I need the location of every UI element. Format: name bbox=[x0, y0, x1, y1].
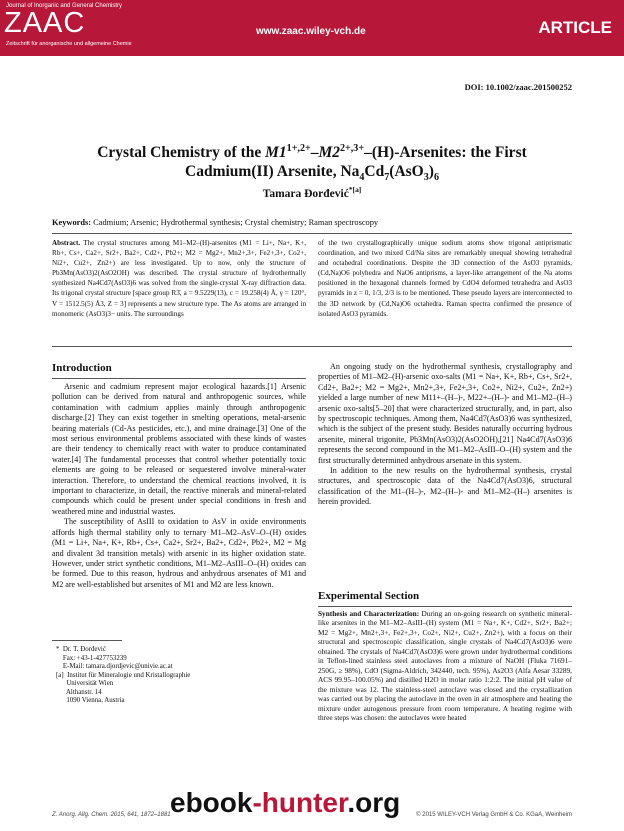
experimental-heading: Experimental Section bbox=[318, 590, 572, 607]
keywords-label: Keywords: bbox=[52, 218, 92, 227]
introduction-heading: Introduction bbox=[52, 362, 306, 379]
footnote-line: [a] Institut für Mineralogie und Kristallographie bbox=[56, 671, 191, 679]
watermark-part: .org bbox=[347, 787, 401, 818]
footnote-line: Fax: +43-1-427753239 bbox=[56, 654, 127, 662]
abstract-text-left: The crystal structures among M1–M2–(H)-arsenites (M1 = Li+, Na+, K+, Rb+, Cs+, Ca2+, Sr2+, Ba2+, Cd2+, Pb2+; M2 = Mg2+, Mn2+,3+, Fe2+,3+, Co2+, Ni2+, Cu2+, Zn2+) are less investigated. Up to now, only the structure of Pb3Mn(AsO3)2(AsO2OH) was described. The crystal structure of hydrothermally synthesized Na4Cd7(AsO3)6 was solved from the single-crystal X-ray diffraction data. Its trigonal crystal structure [space group R3̄, a = 9.5229(13), c = 19.258(4) Å, γ = 120°, V = 1512.5(5) Å3, Z = 3] represents a new structure type. The As atoms are arranged in monomeric (AsO3)3− units. The surroundings bbox=[52, 239, 306, 318]
intro-paragraph-1: Arsenic and cadmium represent major ecological hazards.[1] Arsenic pollution can be derived from natural and anthropogenic sources, while contamination with cadmium applies mainly through anthropogenic discharge.[2] They can exist together in smelting operations, metal-arsenic bearing materials (Cd-As pesticides, etc.), and mine drainage.[3] One of the most serious environmental problems associated with these kinds of wastes are their tendency to chemically react with water to produce contaminated water.[4] The fundamental processes that control whether potentially toxic elements are going to be released or sequestered involve mineral-water interaction. Therefore, to understand the chemical reactions involved, it is important to characterize, in detail, the reactive minerals and mineral-related compounds which could be present under special conditions in fresh and weathered mine and industrial wastes. bbox=[52, 382, 306, 516]
right-column-intro bbox=[318, 362, 572, 508]
footnotes bbox=[56, 646, 190, 706]
watermark-overlay bbox=[170, 787, 400, 819]
abstract-left bbox=[52, 238, 306, 319]
footnote-line: Universität Wien bbox=[56, 680, 114, 687]
keywords bbox=[52, 218, 378, 227]
footnote-line: 1090 Vienna, Austria bbox=[56, 697, 125, 704]
journal-subtitle: Journal of Inorganic and General Chemistry bbox=[6, 3, 123, 9]
journal-url[interactable]: www.zaac.wiley-vch.de bbox=[256, 26, 366, 37]
author-line bbox=[0, 185, 624, 200]
title-dash: – bbox=[310, 144, 319, 161]
paper-title: Crystal Chemistry of the $M1^{1+,2+}-M2^{2+,3+}-(H)$-Arsenites: the First Cadmium(II) Arsenite, $Na_4Cd_7(AsO_3)_6$ bbox=[97, 142, 527, 184]
introduction-body bbox=[52, 382, 306, 590]
doi[interactable]: DOI: 10.1002/zaac.201500252 bbox=[464, 82, 572, 92]
experimental-paragraph bbox=[318, 609, 572, 722]
title-part: –(H)-Arsenites: the First bbox=[364, 144, 527, 161]
keywords-text: Cadmium; Arsenic; Hydrothermal synthesis; Crystal chemistry; Raman spectroscopy bbox=[91, 218, 379, 227]
footer-citation: Z. Anorg. Allg. Chem. 2015, 641, 1872–1881 bbox=[52, 812, 171, 818]
title-part: Crystal Chemistry of the bbox=[97, 144, 266, 161]
zaac-logo: ZAAC bbox=[4, 7, 86, 39]
title-m2-charge: 2+,3+ bbox=[340, 142, 365, 154]
intro-paragraph-2: The susceptibility of AsIII to oxidation to AsV in oxide environments affords high thermal stability only to ternary M1–M2–AsV–O–(H) oxides (M1 = Li+, Na+, K+, Rb+, Cs+, Ca2+, Sr2+, Ba2+, Cd2+, Pb2+, M2 = Mg and divalent 3d transition metals) with arsenic in its higher oxidation state. However, under strict synthetic conditions, M1–M2–AsIII–O–(H) oxides can be formed. Due to this reason, hydrous and anhydrous arsenates of M1 and M2 are well-established but arsenites of M1 and M2 are less known. bbox=[52, 517, 306, 589]
title-m1: M1 bbox=[265, 144, 287, 161]
footnote-separator bbox=[52, 640, 122, 641]
right-paragraph-1: An ongoing study on the hydrothermal synthesis, crystallography and properties of M1–M2–(H)-arsenic oxo-salts (M1 = Na+, K+, Rb+, Cs+, Sr2+, Cd2+, Ba2+; M2 = Mg2+, Mn2+,3+, Fe2+,3+, Co2+, Ni2+, Cu2+, Zn2+) yielded a large number of new M11+–(H–)-, M22+–(H–)- and M1–M2–(H–) arsenic oxo-salts[5–20] that were characterized structurally, and, in part, also by spectroscopic techniques. Among them, Na4Cd7(AsO3)6 was synthesized, which is the subject of the present study. Besides naturally occurring hydrous arsenite, mineral trigonite, Pb3Mn(AsO3)2(AsO2OH),[21] Na4Cd7(AsO3)6 represents the second compound in the M1–M2–AsIII–O–(H) system and the first structurally determined anhydrous arsenate in this system. bbox=[318, 362, 572, 465]
footer-copyright: © 2015 WILEY-VCH Verlag GmbH & Co. KGaA, Weinheim bbox=[416, 812, 572, 818]
abstract-right: of the two crystallographically unique sodium atoms show trigonal antiprismatic coordination, and two mixed Cd/Na sites are remarkably unequal showing tetrahedral and octahedral coordinations. Despite the 3D connection of the AsO3 pyramids, (Cd,Na)O6 polyhedra and NaO6 antiprisms, a layer-like arrangement of the Na atoms positioned in the hexagonal channels formed by CdO4 deformed tetrahedra and AsO3 pyramids in z = 0, 1/3, 2/3 is to be mentioned. These pseudo layers are interconnected to the 3D network by (Cd,Na)O6 octahedra. Raman spectra confirmed the presence of isolated AsO3 pyramids. bbox=[318, 239, 572, 318]
watermark-part: -hunter bbox=[252, 787, 348, 818]
article-label: ARTICLE bbox=[538, 18, 612, 37]
author-name: Tamara Đorđević bbox=[262, 188, 349, 200]
watermark-part: ebook bbox=[170, 787, 253, 818]
title-line2: Cadmium(II) Arsenite, Na bbox=[185, 163, 360, 180]
footnote-line: * Dr. T. Đorđević bbox=[56, 646, 106, 653]
experimental-body bbox=[318, 609, 572, 722]
experimental-text: During an on-going research on synthetic mineral-like arsenites in the M1–M2–AsIII–(H) system (M1 = Na+, K+, Cd2+, Sr2+, Ba2+; M2 = Mg2+, Mn2+,3+, Fe2+,3+, Co2+, Ni2+, Cu2+, Zn2+), with a focus on their structural and spectroscopic classification, single crystals of Na4Cd7(AsO3)6 were obtained. The crystals of Na4Cd7(AsO3)6 were grown under hydrothermal conditions in Teflon-lined stainless steel autoclaves from a mixture of NaOH (Fluka 71691–250G, ≥ 98%), CdO (Sigma-Aldrich, 342440, tech. 95%), As2O3 (Alfa Aesar 33289, ACS 99.95–100.05%) and distilled H2O in molar ratio 1:2:2. The initial pH value of the mixture was 12. The stainless-steel autoclave was closed and the crystallization was carried out by placing the autoclave in the oven in air atmosphere and heating the mixture under autogenous pressure from room temperature. A heating regime with three steps was chosen: the autoclaves were heated bbox=[318, 609, 572, 722]
footnote-email[interactable]: E-Mail: tamara.djordjevic@univie.ac.at bbox=[56, 663, 173, 670]
footnote-line: Althanstr. 14 bbox=[56, 688, 102, 696]
author-mark: *[a] bbox=[348, 185, 362, 195]
abstract-label: Abstract. bbox=[52, 239, 81, 247]
title-m1-charge: 1+,2+ bbox=[286, 142, 311, 154]
right-paragraph-2: In addition to the new results on the hydrothermal synthesis, crystal structures, and spectroscopic data of the Na4Cd7(AsO3)6, structural classification of the M1–(H–)-, M2–(H–)- and M1–M2–(H–) arsenites is herein provided. bbox=[318, 466, 572, 507]
journal-fullname: Zeitschrift für anorganische und allgemeine Chemie bbox=[6, 41, 132, 47]
title-m2: M2 bbox=[318, 144, 341, 161]
experimental-lead: Synthesis and Characterization: bbox=[318, 609, 420, 618]
